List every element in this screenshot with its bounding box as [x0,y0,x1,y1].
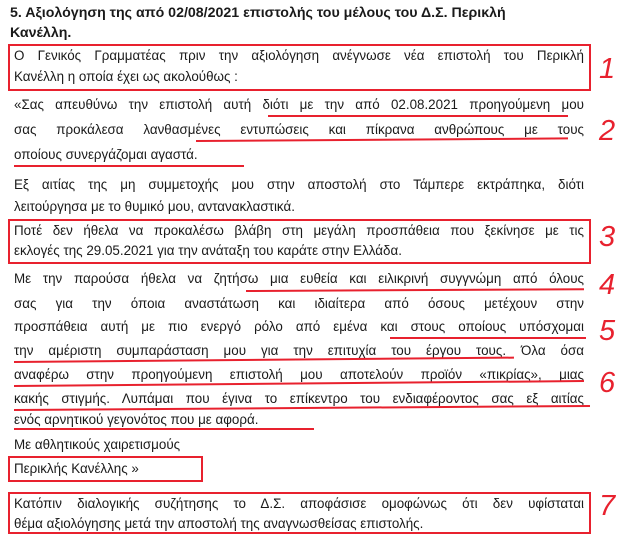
text-line: Με την παρούσα ήθελα να ζητήσω μια ευθεία και ειλικρινή συγγνώμη από όλους [14,271,584,286]
text-line: Με αθλητικούς χαιρετισμούς [14,437,181,452]
text-line: ενός αρνητικού γεγονότος που με αφορά. [14,412,259,427]
text-line: Περικλής Κανέλλης » [14,461,139,476]
text-line: εκλογές της 29.05.2021 για την ανάταξη του καράτε στην Ελλάδα. [14,243,402,258]
annotation-box-3 [8,219,591,264]
text-line: Κανέλλη η οποία έχει ως ακολούθως : [14,69,238,84]
text-line: Κατόπιν διαλογικής συζήτησης το Δ.Σ. αποφάσισε ομοφώνως ότι δεν υφίσταται [14,496,584,511]
annotation-box-7 [8,492,591,534]
annotation-underline [390,337,586,339]
annotation-number-3: 3 [599,221,616,253]
text-line: Ποτέ δεν ήθελα να προκαλέσω βλάβη στη μεγάλη προσπάθεια που ξεκίνησε με τις [14,223,584,238]
text-line: λειτούργησα με το θυμικό μου, αντανακλαστικά. [14,199,295,214]
text-line: Εξ αιτίας της μη συμμετοχής μου στην αποστολή στο Τάμπερε εκτράπηκα, διότι [14,177,584,192]
text-line: σας για την όποια αναστάτωση και ιδιαίτερα από όσους μετέχουν στην [14,296,584,311]
section-title-line-1: 5. Αξιολόγηση της από 02/08/2021 επιστολής του μέλους του Δ.Σ. Περικλή [10,5,506,21]
annotation-underline [268,115,568,117]
annotation-number-1: 1 [599,53,616,85]
annotation-number-5: 5 [599,315,616,347]
text-line: σας προκάλεσα λανθασμένες εντυπώσεις και πίκρανα ανθρώπους με τους [14,122,584,137]
text-line: θέμα αξιολόγησης μετά την αποστολή της αναγνωσθείσας επιστολής. [14,516,424,531]
annotation-underline [246,288,584,292]
text-line: οποίους συνεργάζομαι αγαστά. [14,147,198,162]
text-line: «Σας απευθύνω την επιστολή αυτή διότι με την από 02.08.2021 προηγούμενη μου [14,97,584,112]
section-title-line-2: Κανέλλη. [10,25,72,41]
text-line: αναφέρω στην προηγούμενη επιστολή μου αποτελούν προϊόν «πικρίας», μιας [14,367,584,382]
annotation-box-1 [8,44,591,91]
annotation-underline [14,165,244,167]
annotation-number-4: 4 [599,269,616,301]
annotation-underline [14,428,314,430]
text-line: την αμέριστη συμπαράσταση μου για την επιτυχία του έργου τους. Όλα όσα [14,343,584,358]
annotation-box-signature [8,456,203,482]
text-line: κακής στιγμής. Λυπάμαι που έγινα το επίκεντρο του ενδιαφέροντος σας εξ αιτίας [14,391,584,406]
annotation-number-2: 2 [599,115,616,147]
annotation-number-6: 6 [599,367,616,399]
text-line: προσπάθεια αυτή με πιο ενεργό ρόλο από εμένα και στους οποίους υπόσχομαι [14,319,584,334]
annotation-number-7: 7 [599,490,616,522]
text-line: Ο Γενικός Γραμματέας πριν την αξιολόγηση ανέγνωσε νέα επιστολή του Περικλή [14,48,584,63]
